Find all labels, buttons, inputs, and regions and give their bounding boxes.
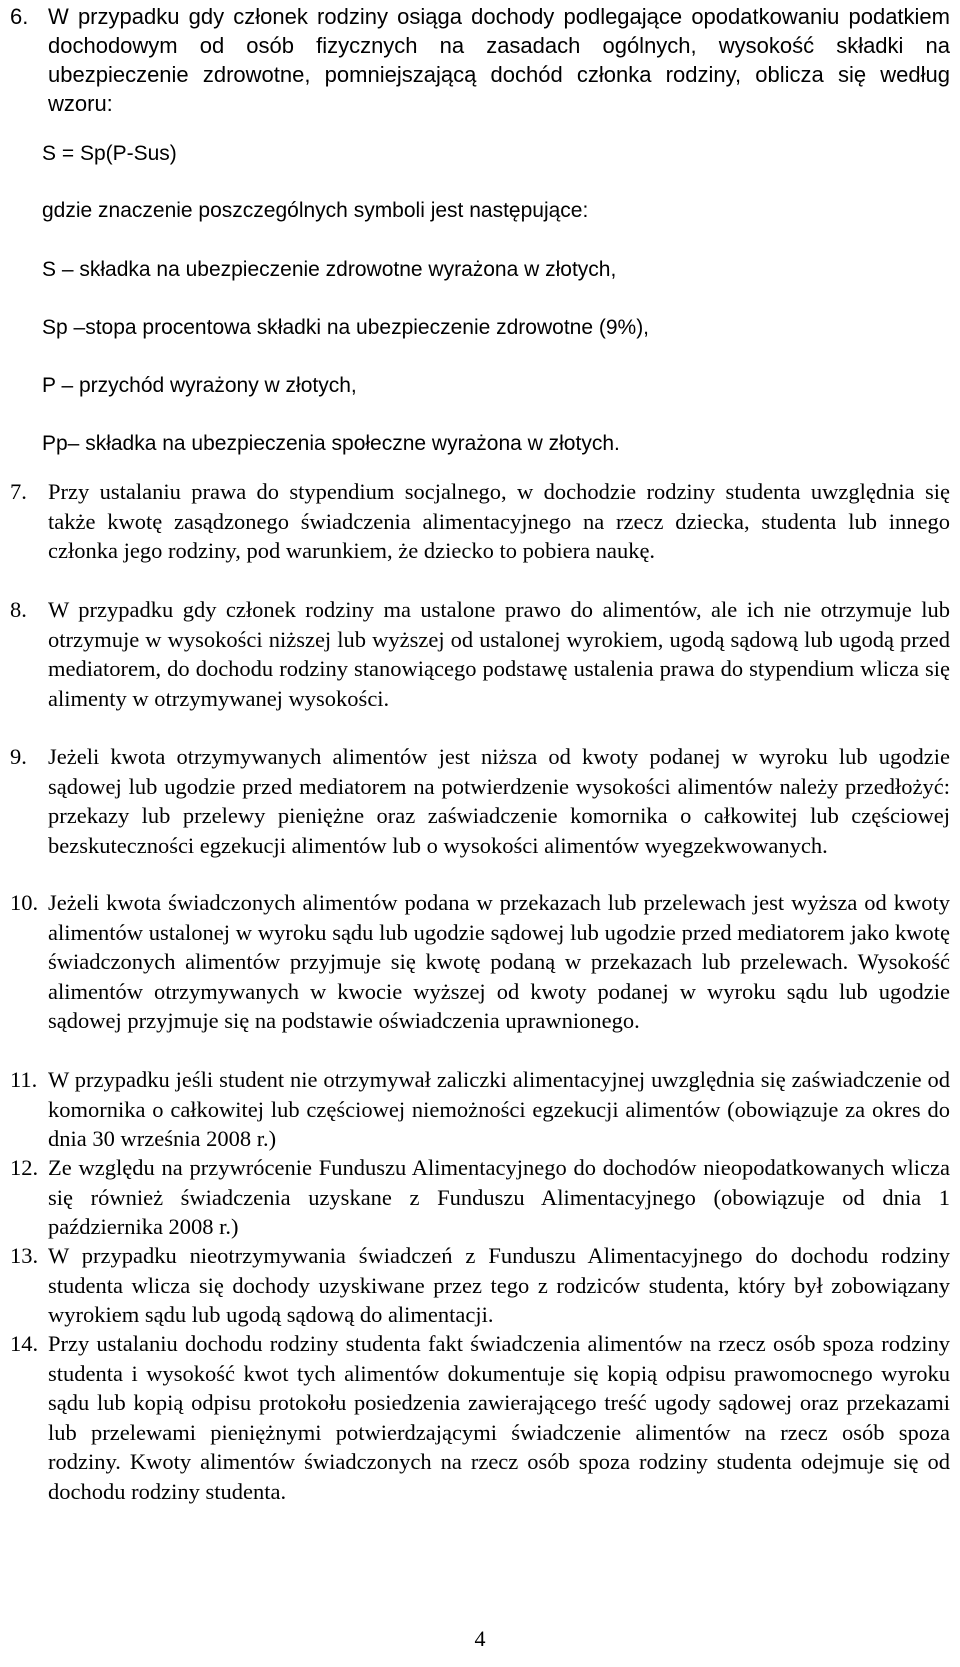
item-text: Ze względu na przywrócenie Funduszu Alimentacyjnego do dochodów nieopodatkowanych wlicza się również świadczenia uzyskane z Funduszu Alimentacyjnego (obowiązuje od dnia 1 października 2008 r.)	[48, 1155, 950, 1239]
formula: S = Sp(P-Sus)	[42, 142, 177, 165]
item-number: 10.	[10, 890, 39, 915]
item-text: W przypadku jeśli student nie otrzymywał zaliczki alimentacyjnej uwzględnia się zaświadczenie od komornika o całkowitej lub częściowej niemożności egzekucji alimentów (obowiązuje za okres do dnia 30 września 2008 r.)	[48, 1067, 950, 1151]
item-text: Jeżeli kwota świadczonych alimentów podana w przekazach lub przelewach jest wyższa od kwoty alimentów ustalonej w wyroku sądu lub ugodzie sądowej lub ugodzie przed mediatorem jako kwotę świadczonych alimentów przyjmuje się kwotę podaną w przekazach lub przelewach. Wysokość alimentów otrzymywanych w kwocie wyższej od kwoty podanej w wyroku sądu lub ugodzie sądowej przyjmuje się na podstawie oświadczenia uprawnionego.	[48, 890, 950, 1033]
item-number: 12.	[10, 1155, 39, 1180]
item-text: Przy ustalaniu dochodu rodziny studenta fakt świadczenia alimentów na rzecz osób spoza rodziny studenta i wysokość kwot tych alimentów dokumentuje się kopią odpisu prawomocnego wyroku sądu lub kopią odpisu protokołu posiedzenia zawierającego treść ugody sądowej oraz przekazami lub przelewami pieniężnymi potwierdzającymi świadczenie alimentów na rzecz osób spoza rodziny. Kwoty alimentów świadczonych na rzecz osób spoza rodziny studenta odejmuje się od dochodu rodziny studenta.	[48, 1331, 950, 1504]
definition-s: S – składka na ubezpieczenie zdrowotne wyrażona w złotych,	[42, 258, 617, 281]
definition-pp: Pp– składka na ubezpieczenia społeczne wyrażona w złotych.	[42, 432, 620, 455]
formula-intro: gdzie znaczenie poszczególnych symboli jest następujące:	[42, 199, 589, 222]
item-number: 14.	[10, 1331, 39, 1356]
item-number: 13.	[10, 1243, 39, 1268]
item-text: W przypadku gdy członek rodziny ma ustalone prawo do alimentów, ale ich nie otrzymuje lub otrzymuje w wysokości niższej lub wyższej od ustalonej wyrokiem, ugodą sądową lub ugodą przed mediatorem, do dochodu rodziny stanowiącego podstawę ustalenia prawa do stypendium wlicza się alimenty w otrzymywanej wysokości.	[48, 597, 950, 711]
item-text: Przy ustalaniu prawa do stypendium socjalnego, w dochodzie rodziny studenta uwzględnia się także kwotę zasądzonego świadczenia alimentacyjnego na rzecz dziecka, studenta lub innego członka jego rodziny, pod warunkiem, że dziecko to pobiera naukę.	[48, 479, 950, 563]
item-text: W przypadku gdy członek rodziny osiąga dochody podlegające opodatkowaniu podatkiem dochodowym od osób fizycznych na zasadach ogólnych, wysokość składki na ubezpieczenie zdrowotne, pomniejszającą dochód członka rodziny, oblicza się według wzoru:	[48, 4, 950, 116]
item-number: 7.	[10, 479, 27, 504]
item-number: 8.	[10, 597, 27, 622]
page-number: 4	[474, 1626, 486, 1651]
item-number: 11.	[10, 1067, 38, 1092]
item-number: 6.	[10, 4, 29, 29]
item-text: Jeżeli kwota otrzymywanych alimentów jest niższa od kwoty podanej w wyroku lub ugodzie sądowej lub ugodzie przed mediatorem na potwierdzenie wysokości alimentów należy przedłożyć: przekazy lub przelewy pieniężne oraz zaświadczenie komornika o całkowitej lub częściowej bezskuteczności egzekucji alimentów lub o wysokości alimentów wyegzekwowanych.	[48, 744, 950, 858]
item-number: 9.	[10, 744, 27, 769]
definition-p: P – przychód wyrażony w złotych,	[42, 374, 357, 397]
item-text: W przypadku nieotrzymywania świadczeń z Funduszu Alimentacyjnego do dochodu rodziny studenta wlicza się dochody uzyskiwane przez tego z rodziców studenta, który był zobowiązany wyrokiem sądu lub ugodą sądową do alimentacji.	[48, 1243, 950, 1327]
definition-sp: Sp –stopa procentowa składki na ubezpieczenie zdrowotne (9%),	[42, 316, 650, 339]
